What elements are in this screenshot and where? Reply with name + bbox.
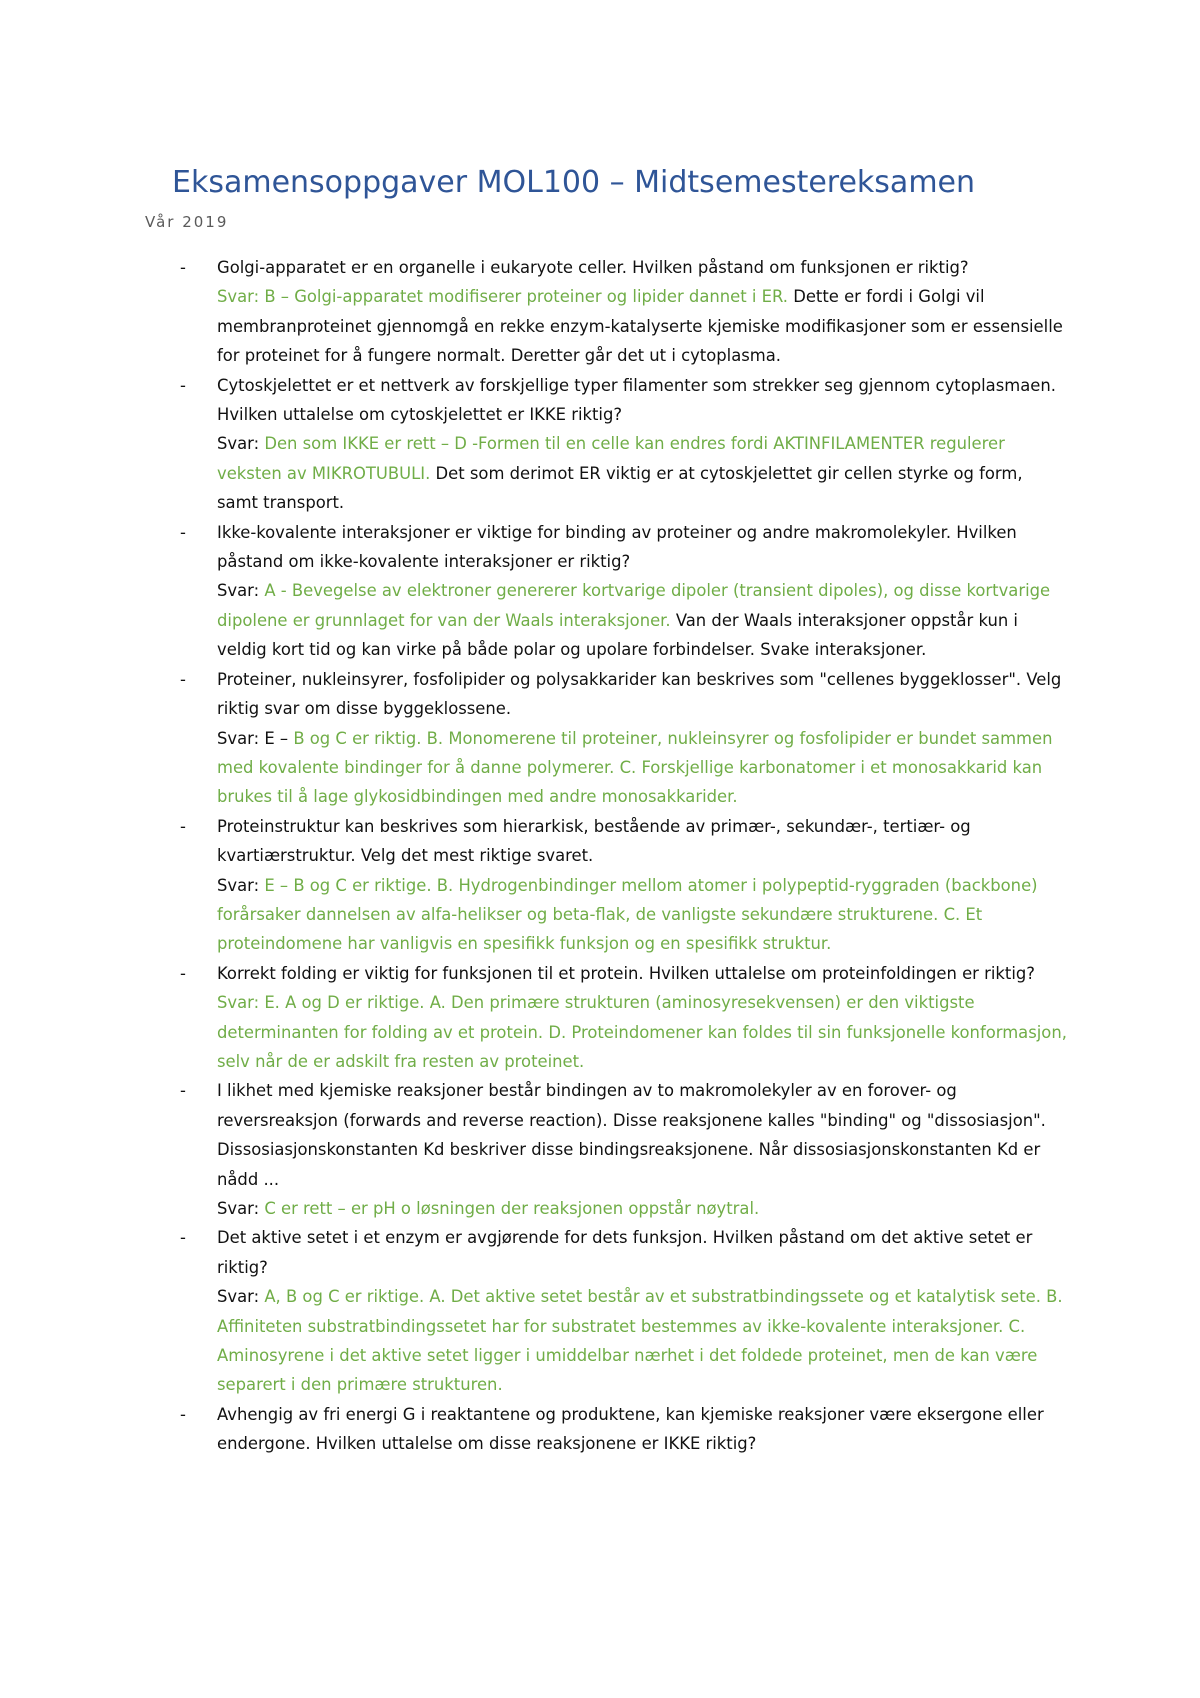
answer-highlight: Svar: E. A og D er riktige. A. Den primære strukturen (aminosyresekvensen) er den viktigste determinanten for folding av et protein. D. Proteindomener kan foldes til sin funksjonelle konformasjon, selv når de er adskilt fra resten av proteinet. (217, 993, 1067, 1071)
question-text: Det aktive setet i et enzym er avgjørende for dets funksjon. Hvilken påstand om det aktive setet er riktig? (217, 1228, 1033, 1277)
answer-highlight: A - Bevegelse av elektroner genererer kortvarige dipoler (transient dipoles), og disse kortvarige dipolene er grunnlaget for van der Waals interaksjoner. (217, 581, 1051, 630)
answer-highlight: C er rett – er pH o løsningen der reaksjonen oppstår nøytral. (264, 1199, 760, 1218)
question-item (0, 371, 1067, 518)
question-item (0, 518, 1067, 665)
list-bullet: - (180, 375, 186, 395)
answer-explanation: Det som derimot ER viktig er at cytoskjelettet gir cellen styrke og form, samt transport. (217, 463, 1023, 513)
question-item (0, 1076, 1067, 1223)
question-text: Ikke-kovalente interaksjoner er viktige for binding av proteiner og andre makromolekyler. Hvilken påstand om ikke-kovalente interaksjoner er riktig? (217, 522, 1017, 572)
list-bullet: - (180, 669, 186, 689)
document-title: Eksamensoppgaver MOL100 – Midtsemestereksamen (172, 165, 976, 200)
answer-explanation: Svar: E – (217, 728, 294, 748)
question-item (0, 1400, 1067, 1459)
answer-text (217, 429, 1067, 517)
list-bullet: - (180, 963, 186, 983)
answer-explanation: Svar: (217, 1199, 265, 1218)
answer-explanation: Svar: (217, 581, 265, 601)
question-item (0, 1223, 1067, 1399)
list-bullet: - (180, 816, 186, 836)
question-text: Proteinstruktur kan beskrives som hierarkisk, bestående av primær-, sekundær-, tertiær- og kvartiærstruktur. Velg det mest riktige svaret. (217, 816, 971, 866)
answer-highlight: Svar: B – Golgi-apparatet modifiserer proteiner og lipider dannet i ER. (217, 287, 794, 307)
question-text: Golgi-apparatet er en organelle i eukaryote celler. Hvilken påstand om funksjonen er riktig? (217, 258, 969, 277)
answer-text (217, 724, 1067, 812)
question-text: I likhet med kjemiske reaksjoner består bindingen av to makromolekyler av en forover- og reversreaksjon (forwards and reverse reaction). Disse reaksjonene kalles "binding" og "dissosiasjon". Dissosiasjonskonstanten Kd beskriver disse bindingsreaksjonene. Når dissosiasjonskonstanten Kd er nådd ... (217, 1081, 1046, 1189)
list-bullet: - (180, 1228, 186, 1248)
question-item (0, 665, 1067, 812)
list-bullet: - (180, 1081, 186, 1101)
answer-highlight: E – B og C er riktige. B. Hydrogenbindinger mellom atomer i polypeptid-ryggraden (backbone) forårsaker dannelsen av alfa-helikser og beta-flak, de vanligste sekundære strukturene. C. Et proteindomene har vanligvis en spesifikk funksjon og en spesifikk struktur. (217, 875, 1038, 954)
question-item (0, 959, 1067, 1077)
answer-text (217, 1194, 1067, 1223)
question-text: Avhengig av fri energi G i reaktantene og produktene, kan kjemiske reaksjoner være eksergone eller endergone. Hvilken uttalelse om disse reaksjonene er IKKE riktig? (217, 1404, 1044, 1454)
list-bullet: - (180, 522, 186, 542)
question-text: Korrekt folding er viktig for funksjonen til et protein. Hvilken uttalelse om proteinfoldingen er riktig? (217, 963, 1036, 983)
document-subtitle: Vår 2019 (145, 213, 229, 231)
answer-text (217, 1282, 1067, 1400)
question-item (0, 812, 1067, 959)
answer-explanation: Svar: (217, 434, 265, 454)
answer-explanation: Dette er fordi i Golgi vil membranproteinet gjennomgå en rekke enzym-katalyserte kjemiske modifikasjoner som er essensielle for proteinet for å fungere normalt. Deretter går det ut i cytoplasma. (217, 287, 1063, 366)
answer-highlight: A, B og C er riktige. A. Det aktive setet består av et substratbindingssete og et katalytisk sete. B. Affiniteten substratbindingssetet har for substratet bestemmes av ikke-kovalente interaksjoner. C. Aminosyrene i det aktive setet ligger i umiddelbar nærhet i det foldede proteinet, men de kan være separert i den primære strukturen. (217, 1287, 1063, 1395)
answer-explanation: Svar: (217, 875, 265, 895)
list-bullet: - (180, 1404, 186, 1424)
question-text: Proteiner, nukleinsyrer, fosfolipider og polysakkarider kan beskrives som "cellenes byggeklosser". Velg riktig svar om disse byggeklossene. (217, 669, 1062, 719)
answer-text (217, 576, 1067, 664)
question-text: Cytoskjelettet er et nettverk av forskjellige typer filamenter som strekker seg gjennom cytoplasmaen. Hvilken uttalelse om cytoskjelettet er IKKE riktig? (217, 375, 1056, 425)
answer-text (217, 871, 1067, 959)
answer-explanation: Svar: (217, 1287, 265, 1307)
answer-text (217, 282, 1067, 370)
answer-text (217, 988, 1067, 1076)
question-item (0, 253, 1067, 371)
question-list (0, 253, 1200, 1459)
answer-highlight: Den som IKKE er rett – D -Formen til en celle kan endres fordi AKTINFILAMENTER regulerer veksten av MIKROTUBULI. (217, 434, 1005, 483)
answer-explanation: Van der Waals interaksjoner oppstår kun i veldig kort tid og kan virke på både polar og upolare forbindelser. Svake interaksjoner. (217, 610, 1018, 660)
list-bullet: - (180, 258, 186, 277)
answer-highlight: B og C er riktig. B. Monomerene til proteiner, nukleinsyrer og fosfolipider er bundet sammen med kovalente bindinger for å danne polymerer. C. Forskjellige karbonatomer i et monosakkarid kan brukes til å lage glykosidbindingen med andre monosakkarider. (217, 728, 1053, 807)
